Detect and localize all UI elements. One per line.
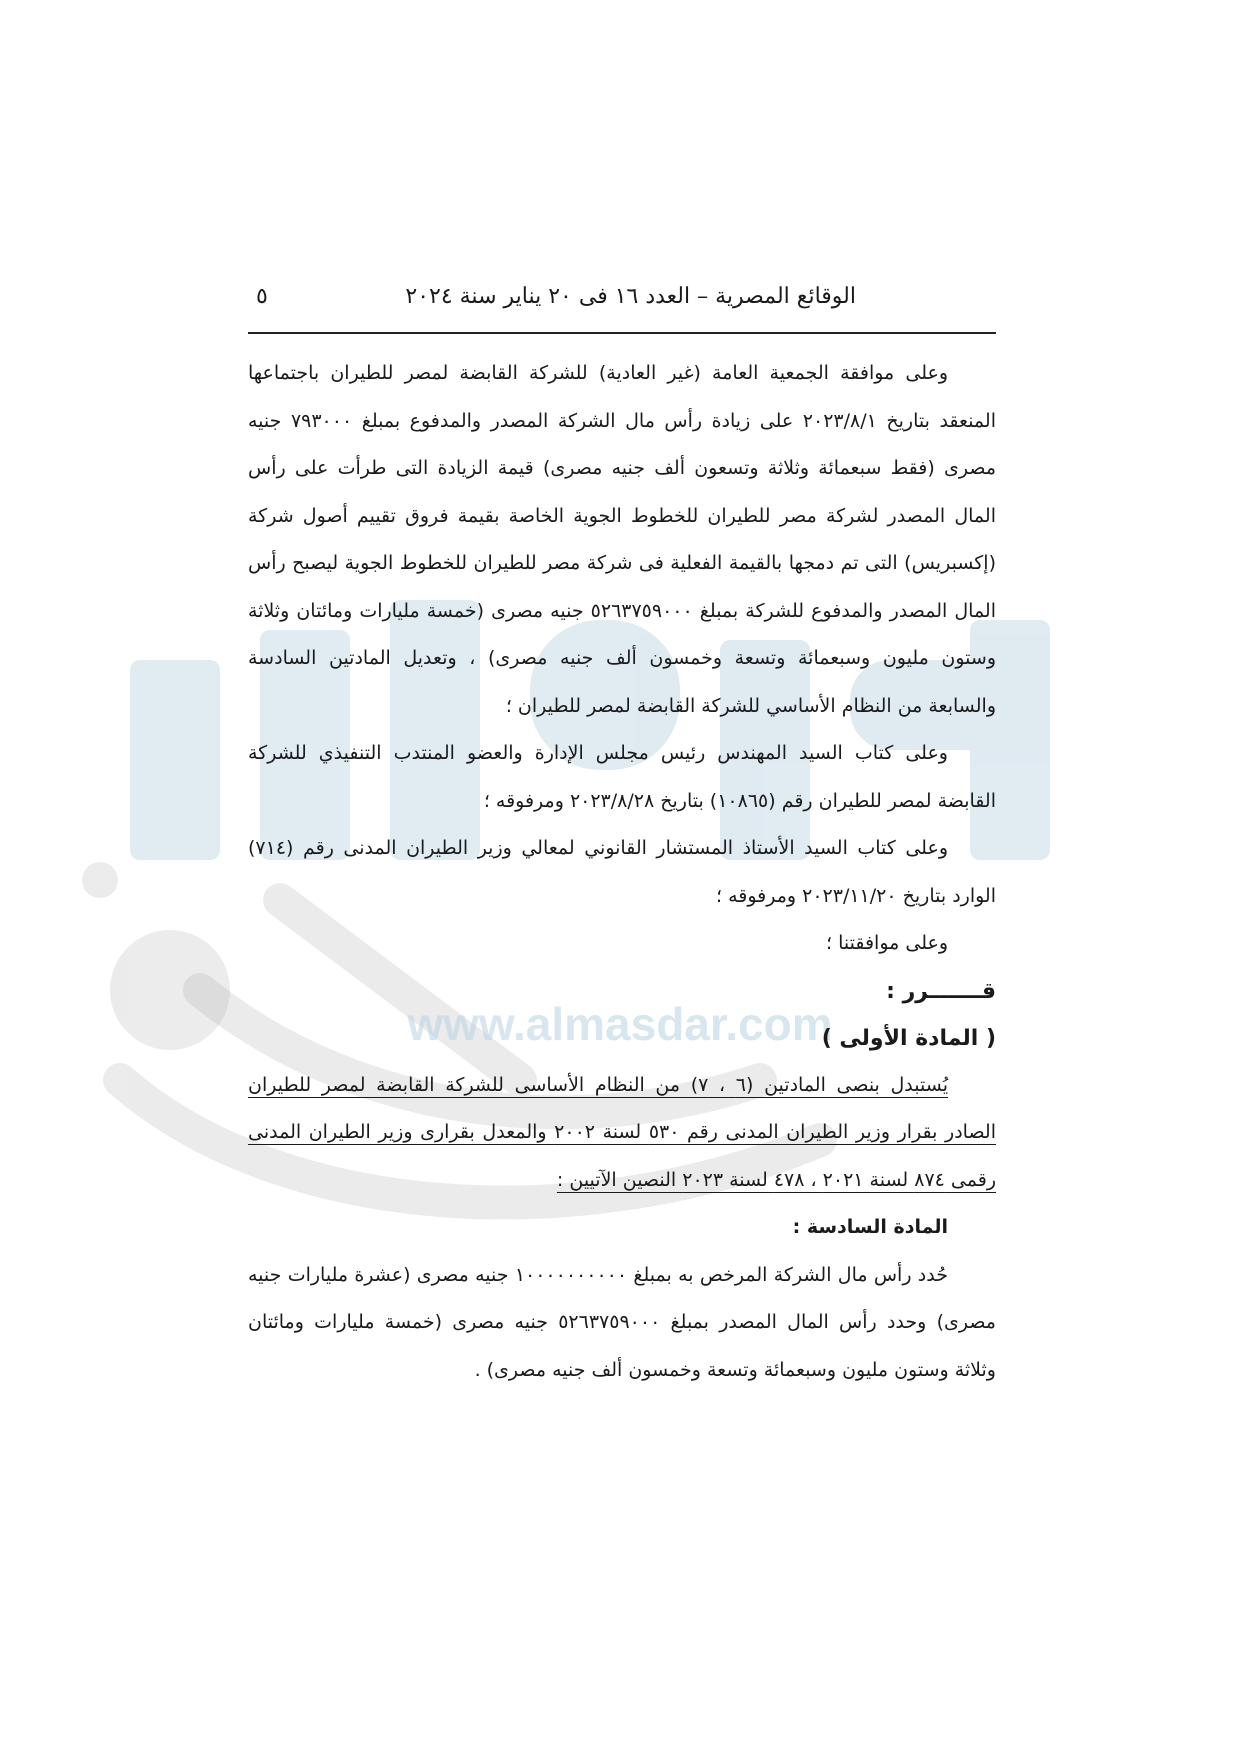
paragraph-assembly-approval: وعلى موافقة الجمعية العامة (غير العادية) للشركة القابضة لمصر للطيران باجتماعها المنعقد بتاريخ ٢٠٢٣/٨/١ على زيادة رأس مال الشركة المصدر والمدفوع بمبلغ ٧٩٣٠٠٠ جنيه مصرى (فقط سبعمائة وثلاثة وتسعون ألف جنيه مصرى) قيمة الزيادة التى طرأت على رأس المال المصدر لشركة مصر للطيران للخطوط الجوية الخاصة بقيمة فروق تقييم أصول شركة (إكسبريس) التى تم دمجها بالقيمة الفعلية فى شركة مصر للطيران للخطوط الجوية ليصبح رأس المال المصدر والمدفوع للشركة بمبلغ ٥٢٦٣٧٥٩٠٠٠ جنيه مصرى (خمسة مليارات ومائتان وثلاثة وستون مليون وسبعمائة وتسعة وخمسون ألف جنيه مصرى) ، وتعديل المادتين السادسة والسابعة من النظام الأساسي للشركة القابضة لمصر للطيران ؛ [248,362,997,717]
page-header [248,282,996,322]
article-six-heading: المادة السادسة : [792,1216,948,1238]
decree-heading: قـــــــرر : [886,978,996,1004]
watermark-url: www.almasdar.com [407,998,833,1050]
paragraph-counselor-letter: وعلى كتاب السيد الأستاذ المستشار القانوني لمعالي وزير الطيران المدنى رقم (٧١٤) الوارد بتاريخ ٢٠٢٣/١١/٢٠ ومرفوقه ؛ [248,837,996,907]
header-rule [248,332,996,334]
paragraph-our-approval: وعلى موافقتنا ؛ [826,932,948,954]
article-six-text: حُدد رأس مال الشركة المرخص به بمبلغ ١٠٠٠٠٠٠٠٠٠٠ جنيه مصرى (عشرة مليارات جنيه مصرى) وحدد رأس المال المصدر بمبلغ ٥٢٦٣٧٥٩٠٠٠ جنيه مصرى (خمسة مليارات ومائتان وثلاثة وستون مليون وسبعمائة وتسعة وخمسون ألف جنيه مصرى) . [248,1263,996,1381]
page-number: ٥ [256,284,268,309]
document-body [248,350,996,1394]
article-one-heading: ( المادة الأولى ) [821,1025,996,1051]
gazette-title: الوقائع المصرية – العدد ١٦ فى ٢٠ يناير سنة ٢٠٢٤ [405,284,856,309]
paragraph-chairman-letter: وعلى كتاب السيد المهندس رئيس مجلس الإدارة والعضو المنتدب التنفيذي للشركة القابضة لمصر للطيران رقم (١٠٨٦٥) بتاريخ ٢٠٢٣/٨/٢٨ ومرفوقه ؛ [248,742,996,812]
article-one-text: يُستبدل بنصى المادتين (٦ ، ٧) من النظام الأساسى للشركة القابضة لمصر للطيران الصادر بقرار وزير الطيران المدنى رقم ٥٣٠ لسنة ٢٠٠٢ والمعدل بقرارى وزير الطيران المدنى رقمى ٨٧٤ لسنة ٢٠٢١ ، ٤٧٨ لسنة ٢٠٢٣ النصين الآتيين : [248,1073,996,1191]
